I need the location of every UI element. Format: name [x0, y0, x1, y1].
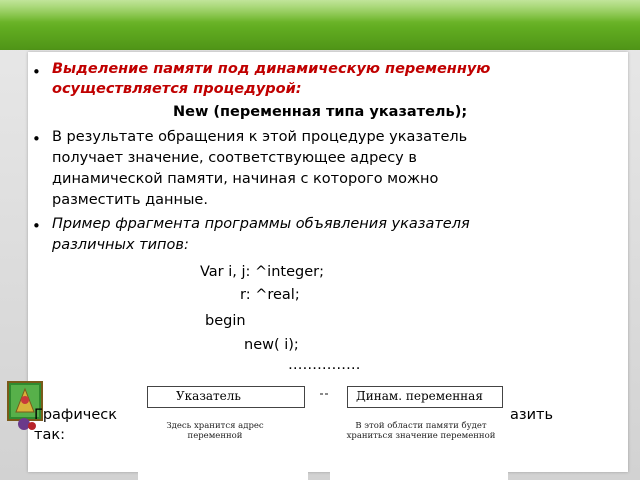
graphic-text-tail: так:	[34, 427, 65, 443]
top-banner	[0, 0, 640, 50]
procedure-line: New (переменная типа указатель);	[173, 104, 468, 120]
code-begin-line: begin	[205, 313, 246, 329]
bullet-2-line-3: динамической памяти, начиная с которого можно	[52, 171, 439, 187]
code-new-line: new( i);	[244, 337, 299, 353]
bullet-dot-1: •	[32, 63, 41, 81]
bullet-2-line-2: получает значение, соответствующее адресу в	[52, 150, 417, 166]
bullet-1-line-1: Выделение памяти под динамическую переменную	[52, 61, 491, 77]
dynvar-title: Динам. переменная	[356, 389, 483, 403]
code-dots: ……………	[288, 357, 361, 373]
code-var-line: Var i, j: ^integer;	[200, 264, 324, 280]
bullet-dot-3: •	[32, 217, 41, 235]
graphic-text-left: Графическ	[34, 407, 117, 423]
bullet-3-line-2: различных типов:	[52, 237, 189, 253]
bullet-dot-2: •	[32, 130, 41, 148]
pointer-title: Указатель	[176, 389, 241, 403]
code-r-line: r: ^real;	[240, 287, 300, 303]
bullet-2-line-4: разместить данные.	[52, 192, 208, 208]
top-banner-shine	[0, 0, 640, 22]
bullet-3-line-1: Пример фрагмента программы объявления указателя	[52, 216, 470, 232]
bullet-2-line-1: В результате обращения к этой процедуре указатель	[52, 129, 468, 145]
school-logo-icon	[6, 380, 46, 432]
dynvar-note: В этой области памяти будет храниться значение переменной	[346, 421, 496, 441]
graphic-text-right: азить	[510, 407, 554, 423]
bullet-1-line-2: осуществляется процедурой:	[52, 81, 302, 97]
pointer-note: Здесь хранится адрес переменной	[166, 421, 264, 441]
